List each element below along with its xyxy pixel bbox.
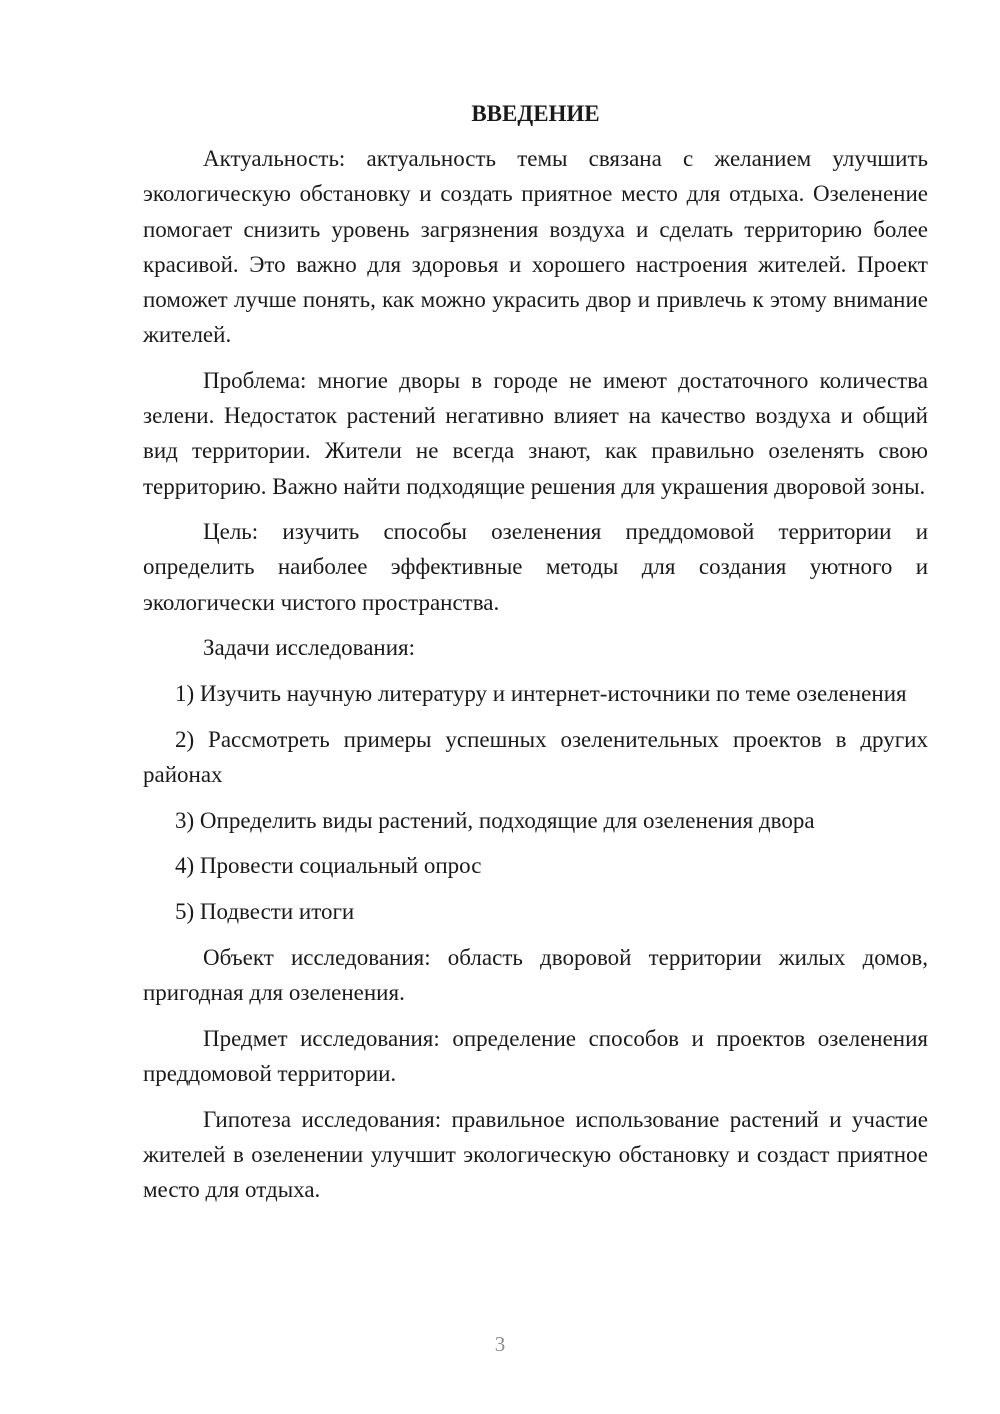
paragraph-hypothesis: Гипотеза исследования: правильное использование растений и участие жителей в озеленении улучшит экологическую обстановку и создаст приятное место для отдыха. — [143, 1106, 928, 1202]
list-item: 1) Изучить научную литературу и интернет-источники по теме озеленения — [175, 681, 907, 707]
paragraph-subject: Предмет исследования: определение способов и проектов озеленения преддомовой территории. — [143, 1025, 928, 1086]
paragraph-goal: Цель: изучить способы озеленения преддомовой территории и определить наиболее эффективные методы для создания уютного и экологически чистого пространства. — [143, 519, 928, 615]
section-title: ВВЕДЕНИЕ — [471, 101, 600, 126]
page-number: 3 — [494, 1332, 506, 1356]
list-item: 2) Рассмотреть примеры успешных озеленительных проектов в других районах — [143, 726, 928, 787]
document-page — [143, 96, 928, 1218]
list-item: 4) Провести социальный опрос — [175, 853, 482, 879]
list-item: 3) Определить виды растений, подходящие для озеленения двора — [175, 807, 815, 833]
paragraph-object: Объект исследования: область дворовой территории жилых домов, пригодная для озеленения. — [143, 944, 928, 1005]
tasks-list — [143, 676, 928, 929]
tasks-heading: Задачи исследования: — [203, 635, 416, 661]
paragraph-problem: Проблема: многие дворы в городе не имеют достаточного количества зелени. Недостаток растений негативно влияет на качество воздуха и общий вид территории. Жители не всегда знают, как правильно озеленять свою территорию. Важно найти подходящие решения для украшения дворовой зоны. — [143, 367, 928, 499]
list-item: 5) Подвести итоги — [175, 899, 355, 925]
paragraph-relevance: Актуальность: актуальность темы связана с желанием улучшить экологическую обстановку и создать приятное место для отдыха. Озеленение помогает снизить уровень загрязнения воздуха и сделать территорию более красивой. Это важно для здоровья и хорошего настроения жителей. Проект поможет лучше понять, как можно украсить двор и привлечь к этому внимание жителей. — [143, 146, 928, 348]
